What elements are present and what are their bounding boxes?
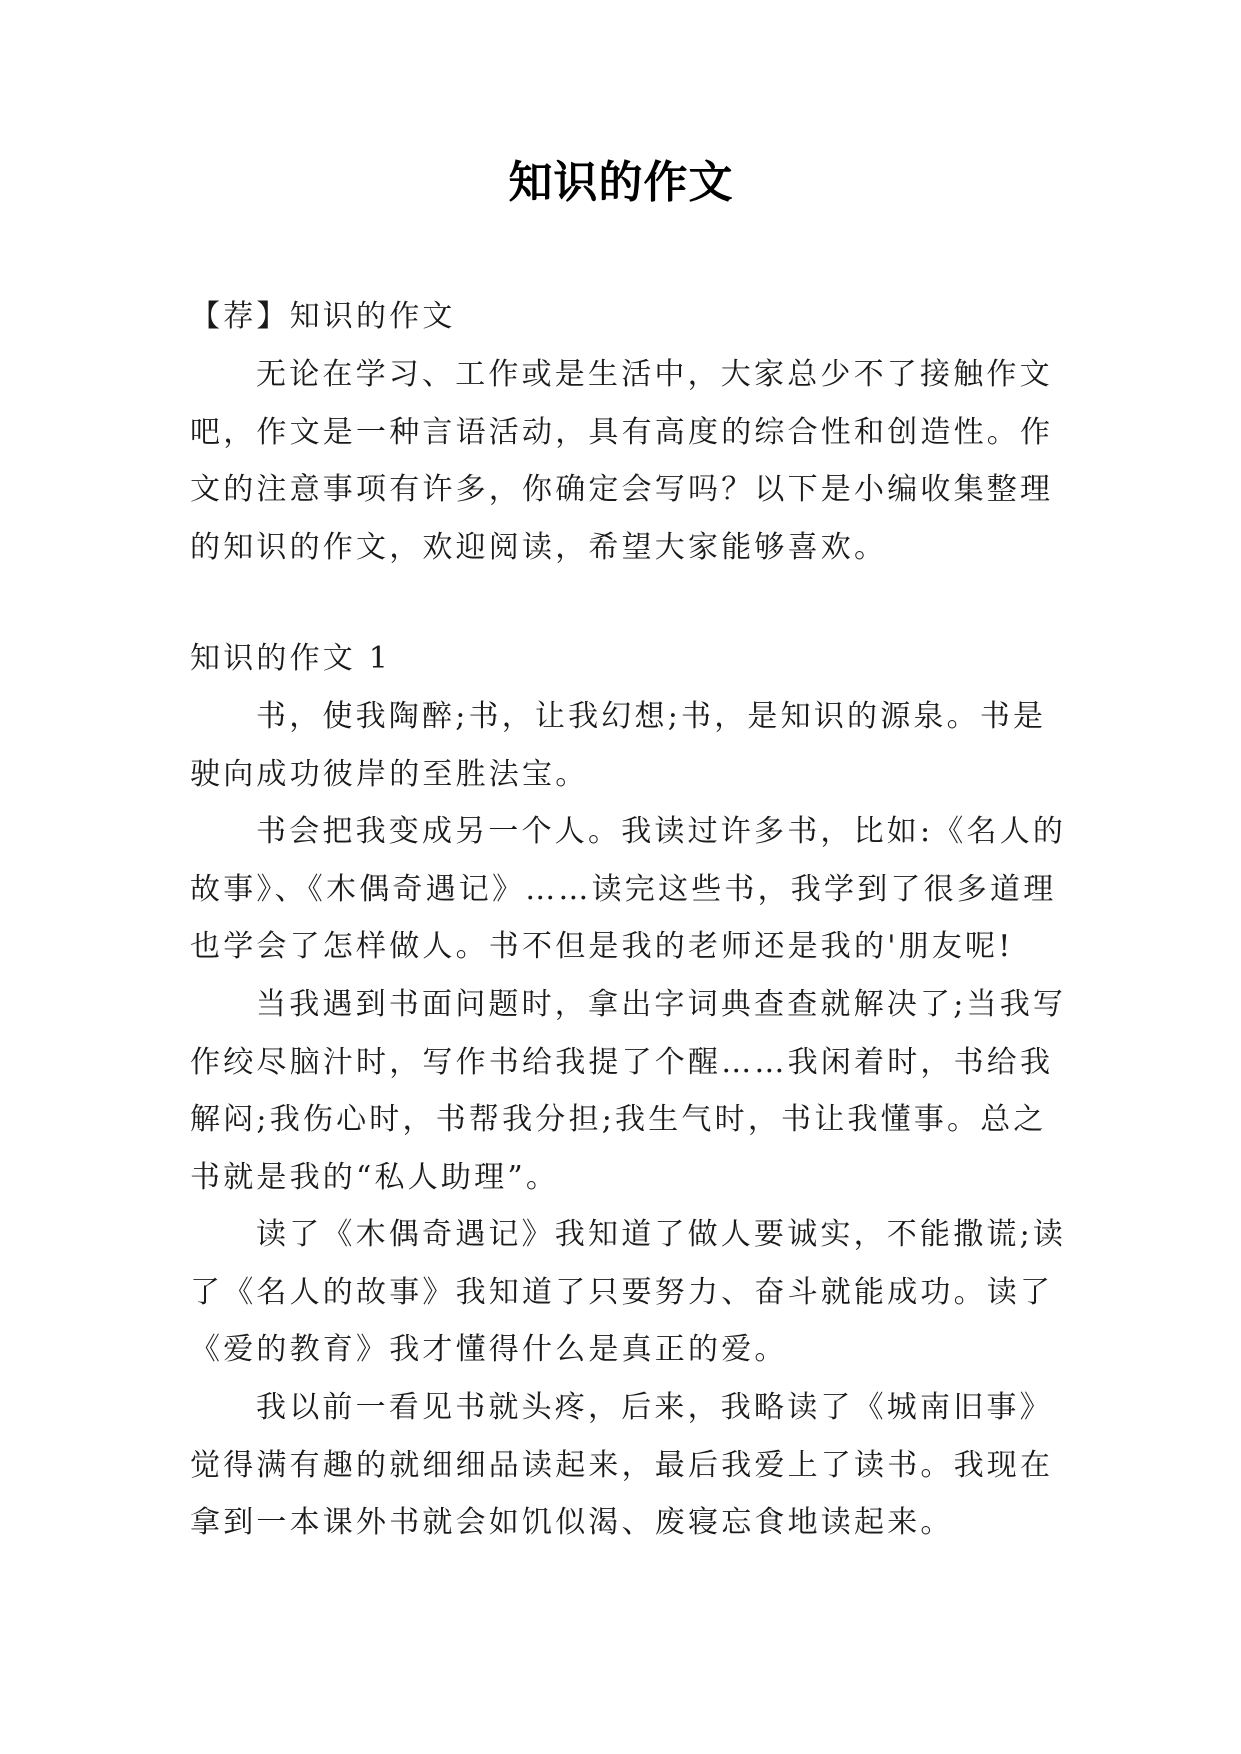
body-paragraph-4: 读了《木偶奇遇记》我知道了做人要诚实，不能撒谎;读了《名人的故事》我知道了只要努力、奋斗就能成功。读了《爱的教育》我才懂得什么是真正的爱。 <box>190 1217 1067 1367</box>
body-paragraph-2: 书会把我变成另一个人。我读过许多书，比如:《名人的故事》、《木偶奇遇记》……读完这些书，我学到了很多道理也学会了怎样做人。书不但是我的老师还是我的'朋友呢! <box>190 814 1067 964</box>
document-title: 知识的作文 <box>508 157 734 208</box>
section-heading: 知识的作文 1 <box>190 641 392 676</box>
body-paragraph-1: 书，使我陶醉;书，让我幻想;书，是知识的源泉。书是驶向成功彼岸的至胜法宝。 <box>190 699 1047 792</box>
recommend-line: 【荐】知识的作文 <box>190 299 456 334</box>
body-paragraph-3: 当我遇到书面问题时，拿出字词典查查就解决了;当我写作绞尽脑汁时，写作书给我提了个醒……我闲着时，书给我解闷;我伤心时，书帮我分担;我生气时，书让我懂事。总之书就是我的“私人助理”。 <box>190 987 1067 1195</box>
body-paragraph-5: 我以前一看见书就头疼，后来，我略读了《城南旧事》觉得满有趣的就细细品读起来，最后我爱上了读书。我现在拿到一本课外书就会如饥似渴、废寝忘食地读起来。 <box>190 1390 1054 1540</box>
intro-paragraph: 无论在学习、工作或是生活中，大家总少不了接触作文吧，作文是一种言语活动，具有高度的综合性和创造性。作文的注意事项有许多，你确定会写吗？以下是小编收集整理的知识的作文，欢迎阅读，希望大家能够喜欢。 <box>190 357 1054 565</box>
